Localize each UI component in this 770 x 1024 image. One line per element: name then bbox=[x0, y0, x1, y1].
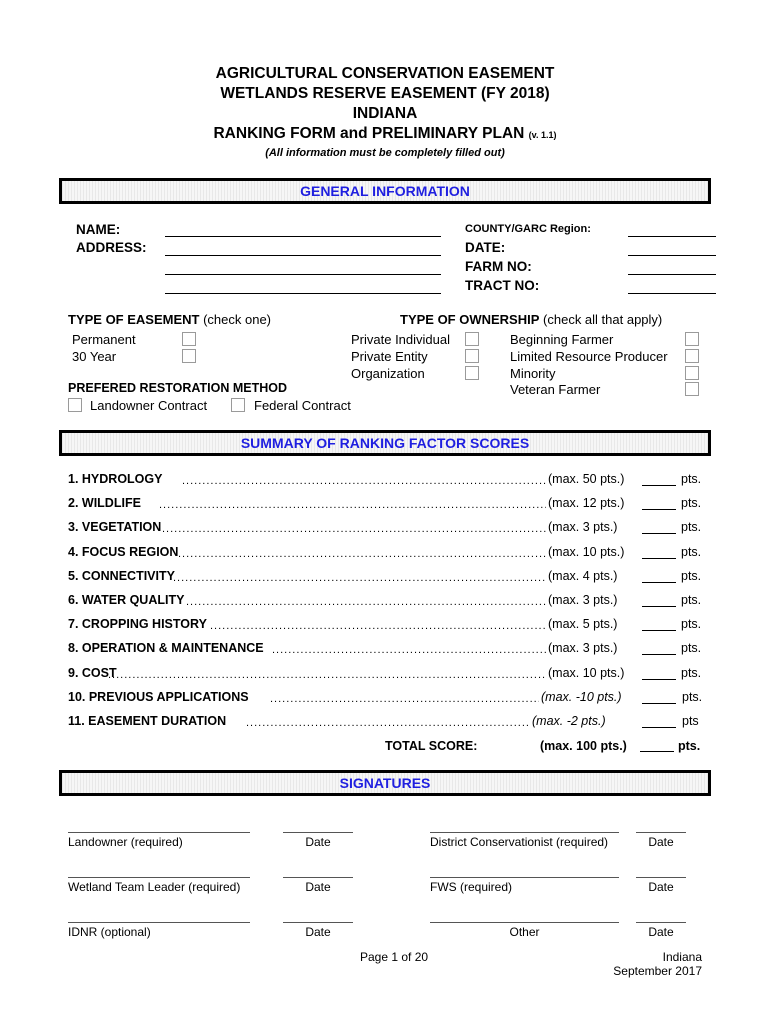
date-line-right[interactable] bbox=[636, 832, 686, 833]
date-label-right: Date bbox=[648, 925, 674, 939]
address-field-1[interactable] bbox=[165, 255, 441, 256]
signature-line-left[interactable] bbox=[68, 877, 250, 878]
score-factor-name: 5. CONNECTIVITY bbox=[68, 568, 175, 583]
dot-leader bbox=[210, 618, 546, 632]
ownership-veteran-farmer: Veteran Farmer bbox=[510, 382, 601, 397]
score-row bbox=[68, 690, 704, 708]
date-line-left[interactable] bbox=[283, 922, 353, 923]
score-row bbox=[68, 545, 704, 563]
score-row bbox=[68, 641, 704, 659]
dot-leader bbox=[108, 667, 546, 681]
signature-label-right: District Conservationist (required) bbox=[430, 835, 609, 849]
score-unit: pts bbox=[682, 714, 699, 728]
total-score-field[interactable] bbox=[640, 751, 674, 752]
tract-no-label: TRACT NO: bbox=[465, 278, 540, 293]
dot-leader bbox=[270, 691, 539, 705]
score-unit: pts. bbox=[681, 641, 702, 656]
easement-type-heading bbox=[68, 312, 271, 327]
score-field[interactable] bbox=[642, 727, 676, 728]
form-title-block bbox=[0, 64, 770, 159]
ownership-type-label: TYPE OF OWNERSHIP bbox=[400, 312, 540, 327]
county-label: COUNTY/GARC Region: bbox=[465, 223, 591, 235]
general-information-title: GENERAL INFORMATION bbox=[300, 183, 470, 199]
farm-no-label: FARM NO: bbox=[465, 259, 532, 274]
score-field[interactable] bbox=[642, 654, 676, 655]
score-row bbox=[68, 520, 704, 538]
ownership-private-individual: Private Individual bbox=[351, 332, 450, 347]
dot-leader bbox=[162, 521, 546, 535]
permanent-checkbox[interactable] bbox=[182, 332, 196, 346]
veteran-farmer-checkbox[interactable] bbox=[685, 382, 699, 396]
ownership-private-entity: Private Entity bbox=[351, 349, 428, 364]
landowner-contract-checkbox[interactable] bbox=[68, 398, 82, 412]
ownership-beginning-farmer: Beginning Farmer bbox=[510, 332, 614, 347]
signature-line-right[interactable] bbox=[430, 877, 619, 878]
score-max: (max. 3 pts.) bbox=[548, 520, 618, 535]
signatures-title: SIGNATURES bbox=[339, 775, 431, 791]
minority-checkbox[interactable] bbox=[685, 366, 699, 380]
score-max: (max. 10 pts.) bbox=[548, 665, 625, 680]
signature-line-right[interactable] bbox=[430, 832, 619, 833]
dot-leader bbox=[182, 473, 546, 487]
date-line-right[interactable] bbox=[636, 922, 686, 923]
total-score-unit: pts. bbox=[678, 739, 701, 753]
dot-leader bbox=[159, 497, 546, 511]
score-factor-name: 8. OPERATION & MAINTENANCE bbox=[68, 641, 264, 656]
date-field[interactable] bbox=[628, 255, 716, 256]
score-unit: pts. bbox=[681, 617, 702, 632]
limited-resource-producer-checkbox[interactable] bbox=[685, 349, 699, 363]
organization-checkbox[interactable] bbox=[465, 366, 479, 380]
easement-option-permanent: Permanent bbox=[72, 332, 136, 347]
dot-leader bbox=[186, 594, 546, 608]
score-field[interactable] bbox=[642, 606, 676, 607]
easement-type-label: TYPE OF EASEMENT bbox=[68, 312, 200, 327]
title-line-1: AGRICULTURAL CONSERVATION EASEMENT bbox=[215, 65, 555, 82]
dot-leader bbox=[246, 715, 530, 729]
summary-scores-title: SUMMARY OF RANKING FACTOR SCORES bbox=[240, 435, 530, 451]
footer-date: September 2017 bbox=[613, 964, 702, 978]
score-unit: pts. bbox=[681, 496, 702, 511]
score-field[interactable] bbox=[642, 558, 676, 559]
score-max: (max. 10 pts.) bbox=[548, 544, 625, 559]
score-unit: pts. bbox=[682, 689, 703, 704]
score-max: (max. -10 pts.) bbox=[541, 689, 622, 704]
score-factor-name: 9. COST bbox=[68, 665, 117, 680]
score-row bbox=[68, 617, 704, 635]
score-factor-name: 3. VEGETATION bbox=[68, 520, 162, 535]
signature-label-left: IDNR (optional) bbox=[68, 925, 151, 939]
tract-no-field[interactable] bbox=[628, 293, 716, 294]
score-row bbox=[68, 714, 704, 732]
federal-contract-checkbox[interactable] bbox=[231, 398, 245, 412]
score-factor-name: 6. WATER QUALITY bbox=[68, 593, 185, 607]
ownership-organization: Organization bbox=[351, 366, 425, 381]
score-unit: pts. bbox=[681, 544, 702, 559]
score-row bbox=[68, 569, 704, 587]
score-max: (max. 4 pts.) bbox=[548, 568, 618, 583]
footer-state: Indiana bbox=[662, 950, 702, 964]
date-line-left[interactable] bbox=[283, 877, 353, 878]
date-label-left: Date bbox=[305, 925, 331, 939]
total-score-label: TOTAL SCORE: bbox=[385, 739, 478, 753]
score-field[interactable] bbox=[642, 582, 676, 583]
score-field[interactable] bbox=[642, 703, 676, 704]
version-label: (v. 1.1) bbox=[528, 130, 557, 140]
score-factor-name: 11. EASEMENT DURATION bbox=[68, 714, 227, 728]
restoration-option-landowner: Landowner Contract bbox=[90, 398, 208, 413]
score-row bbox=[68, 593, 704, 611]
score-factor-name: 7. CROPPING HISTORY bbox=[68, 617, 207, 632]
date-label: DATE: bbox=[465, 240, 506, 255]
score-factor-name: 10. PREVIOUS APPLICATIONS bbox=[68, 689, 249, 704]
form-subtitle: (All information must be completely filled out) bbox=[265, 147, 505, 159]
score-unit: pts. bbox=[681, 665, 702, 680]
score-unit: pts. bbox=[681, 520, 702, 535]
ownership-type-hint: (check all that apply) bbox=[543, 312, 663, 327]
farm-no-field[interactable] bbox=[628, 274, 716, 275]
date-line-right[interactable] bbox=[636, 877, 686, 878]
score-field[interactable] bbox=[642, 630, 676, 631]
score-row bbox=[68, 472, 704, 490]
score-max: (max. 12 pts.) bbox=[548, 496, 625, 511]
30-year-checkbox[interactable] bbox=[182, 349, 196, 363]
signature-label-right: Other bbox=[509, 925, 540, 939]
beginning-farmer-checkbox[interactable] bbox=[685, 332, 699, 346]
ownership-type-heading bbox=[400, 312, 662, 327]
name-field[interactable] bbox=[165, 236, 441, 237]
score-max: (max. 50 pts.) bbox=[548, 472, 625, 486]
score-field[interactable] bbox=[642, 533, 676, 534]
easement-option-30-year: 30 Year bbox=[72, 349, 117, 364]
signature-line-right[interactable] bbox=[430, 922, 619, 923]
date-label-right: Date bbox=[648, 880, 674, 894]
total-score-max: (max. 100 pts.) bbox=[540, 739, 627, 753]
summary-scores-header bbox=[59, 430, 711, 456]
dot-leader bbox=[173, 570, 546, 584]
score-field[interactable] bbox=[642, 679, 676, 680]
score-field[interactable] bbox=[642, 509, 676, 510]
signature-line-left[interactable] bbox=[68, 832, 250, 833]
dot-leader bbox=[178, 546, 546, 560]
dot-leader bbox=[272, 642, 546, 656]
restoration-option-federal: Federal Contract bbox=[254, 398, 351, 413]
score-unit: pts. bbox=[681, 568, 702, 583]
signature-label-left: Landowner (required) bbox=[68, 835, 183, 849]
score-factor-name: 1. HYDROLOGY bbox=[68, 472, 163, 486]
score-row bbox=[68, 496, 704, 514]
signature-line-left[interactable] bbox=[68, 922, 250, 923]
score-row bbox=[68, 666, 704, 684]
score-field[interactable] bbox=[642, 485, 676, 486]
address-field-2[interactable] bbox=[165, 274, 441, 275]
score-factor-name: 4. FOCUS REGION bbox=[68, 544, 179, 559]
score-unit: pts. bbox=[681, 593, 702, 607]
signatures-header bbox=[59, 770, 711, 796]
form-name: RANKING FORM and PRELIMINARY PLAN bbox=[213, 125, 525, 142]
restoration-method-label: PREFERED RESTORATION METHOD bbox=[68, 381, 287, 395]
title-line-2: WETLANDS RESERVE EASEMENT (FY 2018) bbox=[220, 85, 550, 102]
score-max: (max. 3 pts.) bbox=[548, 641, 618, 656]
date-label-left: Date bbox=[305, 880, 331, 894]
easement-type-hint: (check one) bbox=[203, 312, 272, 327]
address-label: ADDRESS: bbox=[76, 240, 147, 255]
score-unit: pts. bbox=[681, 472, 702, 486]
title-line-3: INDIANA bbox=[352, 105, 418, 122]
ownership-minority: Minority bbox=[510, 366, 556, 381]
date-label-left: Date bbox=[305, 835, 331, 849]
county-field[interactable] bbox=[628, 236, 716, 237]
date-label-right: Date bbox=[648, 835, 674, 849]
score-max: (max. -2 pts.) bbox=[532, 714, 606, 728]
page-number: Page 1 of 20 bbox=[360, 950, 429, 964]
date-line-left[interactable] bbox=[283, 832, 353, 833]
address-field-3[interactable] bbox=[165, 293, 441, 294]
signature-label-left: Wetland Team Leader (required) bbox=[68, 880, 241, 894]
private-individual-checkbox[interactable] bbox=[465, 332, 479, 346]
score-factor-name: 2. WILDLIFE bbox=[68, 496, 141, 511]
ownership-limited-resource-producer: Limited Resource Producer bbox=[510, 349, 668, 364]
signature-label-right: FWS (required) bbox=[430, 880, 513, 894]
score-max: (max. 3 pts.) bbox=[548, 593, 618, 607]
name-label: NAME: bbox=[76, 222, 121, 237]
title-line-4 bbox=[0, 124, 770, 145]
score-max: (max. 5 pts.) bbox=[548, 617, 618, 632]
private-entity-checkbox[interactable] bbox=[465, 349, 479, 363]
general-information-header bbox=[59, 178, 711, 204]
